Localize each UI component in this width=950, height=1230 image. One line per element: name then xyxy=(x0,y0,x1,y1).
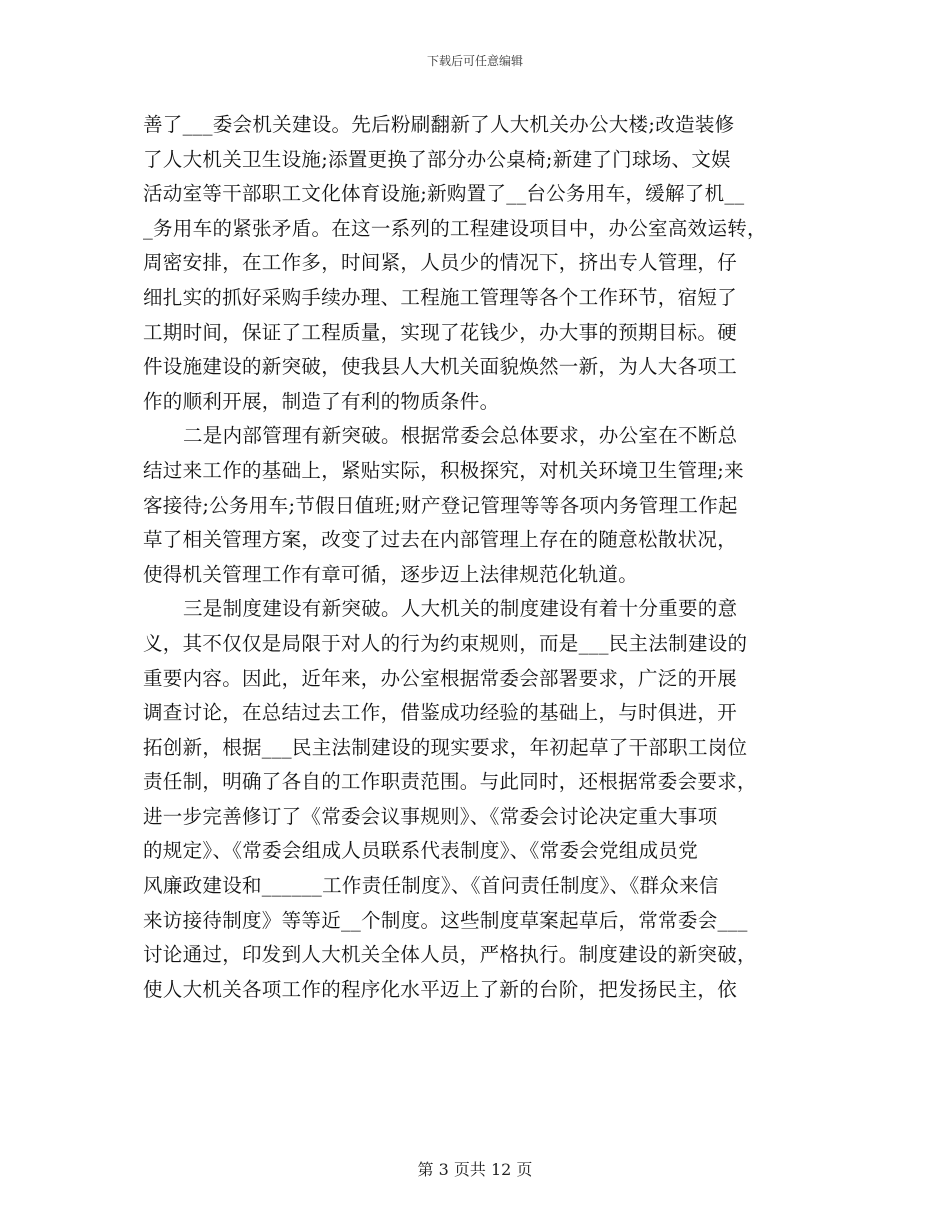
text-line: 作的顺利开展，制造了有利的物质条件。 xyxy=(143,389,500,413)
text-line: 重要内容。因此，近年来，办公室根据常委会部署要求，广泛的开展 xyxy=(143,666,738,690)
text-line: 责任制，明确了各自的工作职责范围。与此同时，还根据常委会要求， xyxy=(143,770,757,794)
text-line: 客接待;公务用车;节假日值班;财产登记管理等等各项内务管理工作起 xyxy=(143,493,738,517)
text-line: 拓创新，根据___民主法制建设的现实要求，年初起草了干部职工岗位 xyxy=(143,735,748,759)
text-line: 风廉政建设和______工作责任制度》、《首问责任制度》、《群众来信 xyxy=(143,874,719,898)
text-line: 了人大机关卫生设施;添置更换了部分办公桌椅;新建了门球场、文娱 xyxy=(143,147,731,171)
text-line: 来访接待制度》等等近__个制度。这些制度草案起草后，常常委会___ xyxy=(143,908,748,932)
text-line: 结过来工作的基础上，紧贴实际，积极探究，对机关环境卫生管理;来 xyxy=(143,458,744,482)
text-line: 的规定》、《常委会组成人员联系代表制度》、《常委会党组成员党 xyxy=(143,839,699,863)
paragraph-2 xyxy=(143,419,815,592)
text-line: 活动室等干部职工文化体育设施;新购置了__台公务用车，缓解了机__ xyxy=(143,182,745,206)
text-line: 件设施建设的新突破，使我县人大机关面貌焕然一新，为人大各项工 xyxy=(143,355,738,379)
text-line: 三是制度建设有新突破。人大机关的制度建设有着十分重要的意 xyxy=(183,597,738,621)
text-line: 二是内部管理有新突破。根据常委会总体要求，办公室在不断总 xyxy=(183,424,738,448)
text-line: 讨论通过，印发到人大机关全体人员，严格执行。制度建设的新突破， xyxy=(143,943,757,967)
text-line: 草了相关管理方案，改变了过去在内部管理上存在的随意松散状况， xyxy=(143,528,738,552)
document-body xyxy=(143,108,815,1007)
text-line: 工期时间，保证了工程质量，实现了花钱少，办大事的预期目标。硬 xyxy=(143,320,738,344)
text-line: 使人大机关各项工作的程序化水平迈上了新的台阶，把发扬民主，依 xyxy=(143,977,738,1001)
text-line: 调查讨论，在总结过去工作，借鉴成功经验的基础上，与时俱进，开 xyxy=(143,701,738,725)
text-line: 义，其不仅仅是局限于对人的行为约束规则，而是___民主法制建设的 xyxy=(143,631,748,655)
paragraph-3 xyxy=(143,592,815,1007)
text-line: _务用车的紧张矛盾。在这一系列的工程建设项目中，办公室高效运转， xyxy=(143,216,767,240)
paragraph-1 xyxy=(143,108,815,419)
page-header: 下载后可任意编辑 xyxy=(426,54,523,68)
page-footer: 第 3 页共 12 页 xyxy=(417,1160,533,1179)
text-line: 细扎实的抓好采购手续办理、工程施工管理等各个工作环节，宿短了 xyxy=(143,285,738,309)
text-line: 善了___委会机关建设。先后粉刷翻新了人大机关办公大楼;改造装修 xyxy=(143,113,735,136)
text-line: 周密安排，在工作多，时间紧，人员少的情况下，挤出专人管理，仔 xyxy=(143,251,738,275)
text-line: 使得机关管理工作有章可循，逐步迈上法律规范化轨道。 xyxy=(143,562,639,586)
text-line: 进一步完善修订了《常委会议事规则》、《常委会讨论决定重大事项 xyxy=(143,804,718,828)
